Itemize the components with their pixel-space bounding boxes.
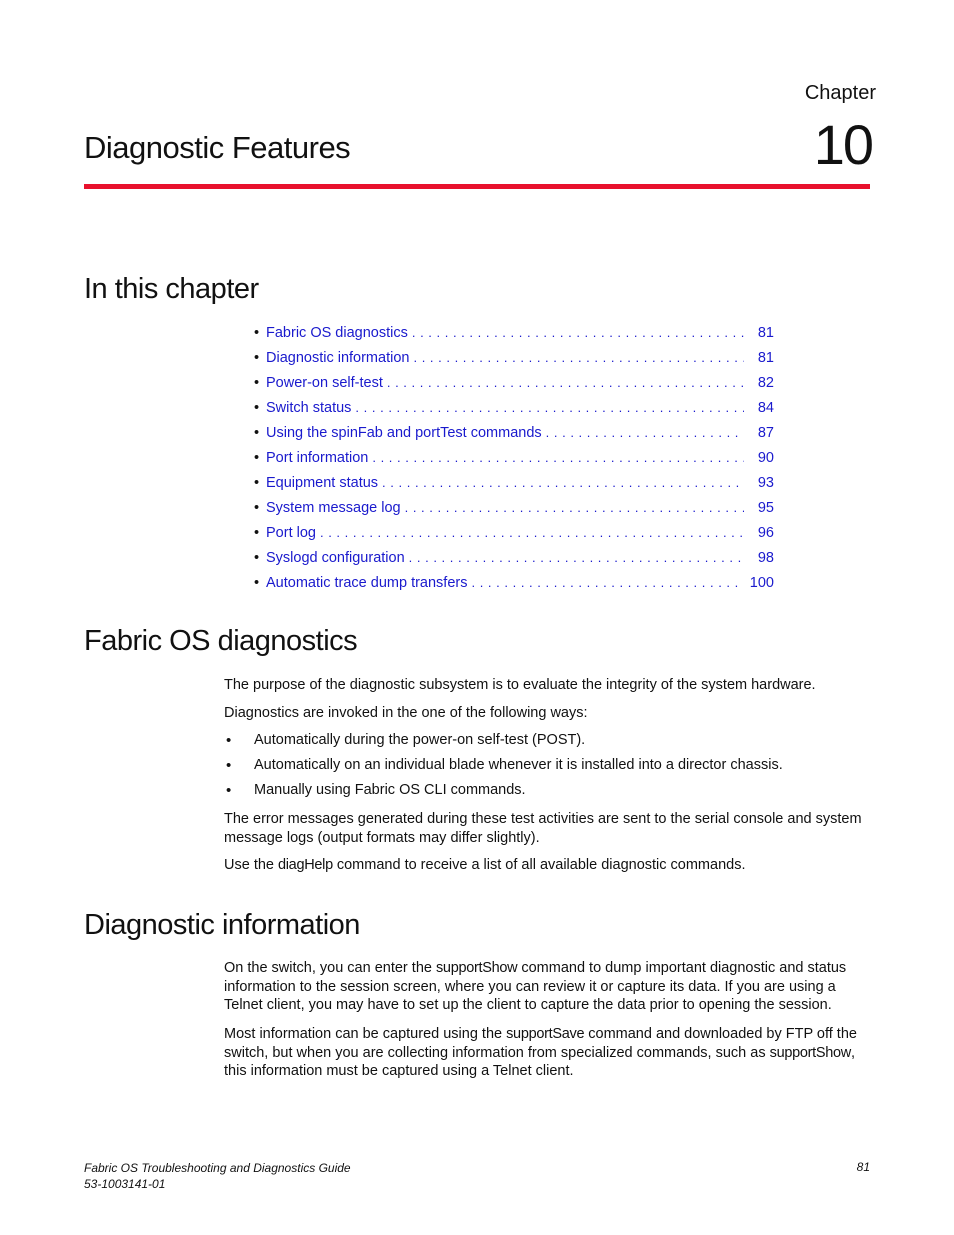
toc-link[interactable]: Syslogd configuration [266,550,405,566]
toc-item[interactable] [254,370,774,395]
toc-page[interactable]: 84 [757,400,774,416]
toc-link[interactable]: Using the spinFab and portTest commands [266,425,542,441]
toc-page[interactable]: 81 [757,350,774,366]
text-run: On the switch, you can enter the [224,960,436,976]
toc-page[interactable]: 98 [757,550,774,566]
toc-link[interactable]: Port log [266,525,316,541]
toc-link[interactable]: Automatic trace dump transfers [266,575,468,591]
toc-leader [372,445,744,470]
footer-guide-title: Fabric OS Troubleshooting and Diagnostics Guide [84,1161,351,1175]
list-item-text: Automatically during the power-on self-test (POST). [254,732,586,748]
bullet-icon: • [254,450,260,466]
toc-leader [355,395,744,420]
toc-item[interactable] [254,470,774,495]
bullet-icon: • [254,400,260,416]
paragraph [224,959,872,1015]
paragraph: The purpose of the diagnostic subsystem is to evaluate the integrity of the system hardware. [224,677,816,693]
footer-page-number: 81 [856,1160,870,1174]
toc-link[interactable]: Switch status [266,400,352,416]
command-name: supportSave [506,1026,585,1042]
fabric-os-diagnostics-heading: Fabric OS diagnostics [84,625,358,657]
bullet-icon: • [254,550,260,566]
bullet-icon: • [254,350,260,366]
toc-link[interactable]: Port information [266,450,369,466]
list-item [224,728,864,753]
command-name: supportShow [435,960,518,976]
chapter-toc [254,320,774,595]
list-item-text: Manually using Fabric OS CLI commands. [254,782,526,798]
bullet-icon: • [254,425,260,441]
list-item [224,753,864,778]
bullet-icon: • [254,475,260,491]
text-run: command to receive a list of all available diagnostic commands. [332,857,746,873]
bullet-icon: • [226,757,232,774]
toc-page[interactable]: 96 [757,525,774,541]
text-run: Use the [224,857,278,873]
toc-item[interactable] [254,420,774,445]
bullet-icon: • [254,500,260,516]
bullet-icon: • [254,575,260,591]
paragraph [224,1025,872,1081]
toc-item[interactable] [254,495,774,520]
bullet-icon: • [226,782,232,799]
command-name: supportShow [769,1044,851,1061]
toc-leader [413,345,744,370]
toc-item[interactable] [254,520,774,545]
toc-page[interactable]: 82 [757,375,774,391]
title-rule [84,184,870,189]
footer-info [84,1160,351,1192]
toc-link[interactable]: Power-on self-test [266,375,383,391]
toc-leader [471,570,743,595]
chapter-number: 10 [813,113,872,176]
text-run: , this information must be captured using a Telnet client. [224,1044,855,1079]
list-item [224,778,864,803]
toc-page[interactable]: 100 [749,575,774,591]
paragraph: Diagnostics are invoked in the one of the following ways: [224,705,588,721]
bullet-list [224,728,864,803]
toc-leader [320,520,744,545]
toc-leader [409,545,744,570]
toc-item[interactable] [254,445,774,470]
toc-leader [387,370,744,395]
chapter-label: Chapter [804,82,876,104]
toc-link[interactable]: Equipment status [266,475,379,491]
toc-leader [412,320,744,345]
bullet-icon: • [254,325,260,341]
toc-item[interactable] [254,395,774,420]
toc-page[interactable]: 87 [757,425,774,441]
in-this-chapter-heading: In this chapter [84,273,259,305]
toc-item[interactable] [254,345,774,370]
toc-page[interactable]: 95 [757,500,774,516]
toc-page[interactable]: 81 [757,325,774,341]
text-run: Most information can be captured using the [224,1026,507,1042]
paragraph: The error messages generated during these test activities are sent to the serial console and system message logs (output formats may differ slightly). [224,811,862,846]
toc-page[interactable]: 93 [757,475,774,491]
list-item-text: Automatically on an individual blade whenever it is installed into a director chassis. [254,757,783,773]
chapter-title: Diagnostic Features [84,130,351,165]
bullet-icon: • [254,375,260,391]
toc-page[interactable]: 90 [757,450,774,466]
toc-item[interactable] [254,320,774,345]
diagnostic-information-heading: Diagnostic information [84,909,360,941]
toc-link[interactable]: Diagnostic information [266,350,410,366]
toc-leader [382,470,744,495]
command-name: diagHelp [278,857,333,873]
toc-item[interactable] [254,570,774,595]
toc-item[interactable] [254,545,774,570]
bullet-icon: • [254,525,260,541]
bullet-icon: • [226,732,232,749]
text-run: command to dump important diagnostic and status information to the session screen, where you can review it or capture its data. If you are using a Telnet client, you may have to set up the client to capture the data prior to opening the session. [224,960,847,1013]
text-run: command and downloaded by FTP off the switch, but when you are collecting information from specialized commands, such as [224,1026,857,1061]
toc-leader [405,495,744,520]
toc-link[interactable]: System message log [266,500,401,516]
paragraph [224,856,872,875]
footer-doc-number: 53-1003141-01 [84,1177,166,1191]
toc-leader [546,420,744,445]
toc-link[interactable]: Fabric OS diagnostics [266,325,408,341]
